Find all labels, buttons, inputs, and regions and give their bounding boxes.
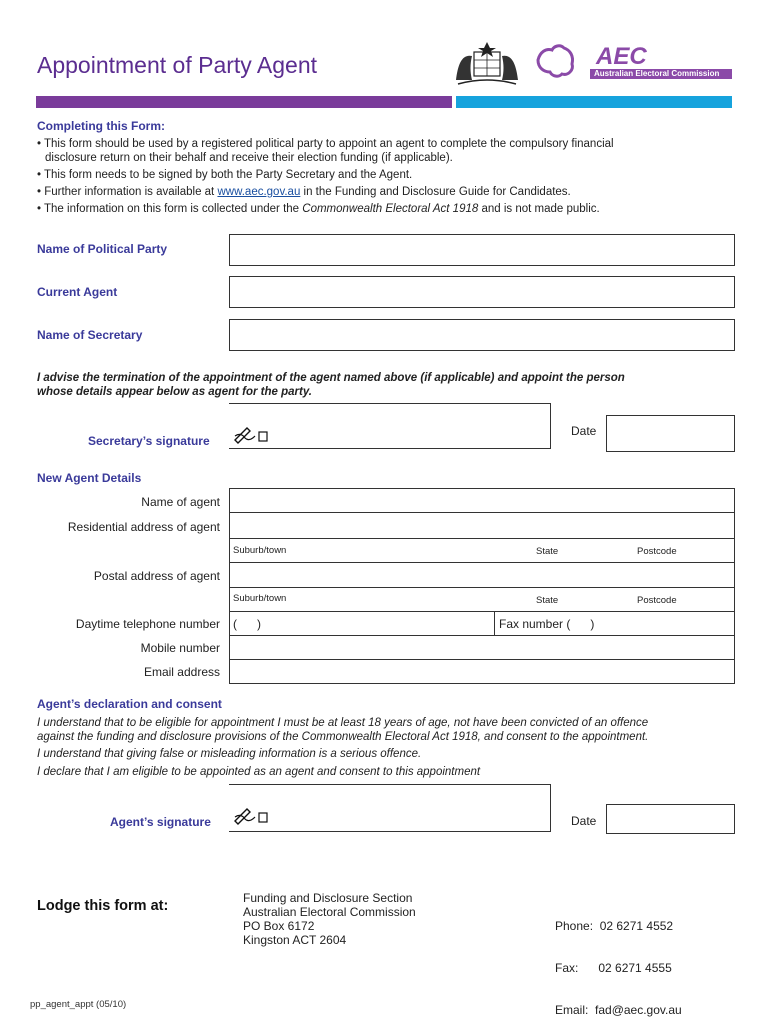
bullet-1-line-2: disclosure return on their behalf and receive their election funding (if applicable). xyxy=(45,152,453,164)
declaration-line-3: I understand that giving false or misleading information is a serious offence. xyxy=(37,748,422,760)
aec-logo-subtitle: Australian Electoral Commission xyxy=(594,69,720,78)
residential-state-label: State xyxy=(536,546,559,557)
party-name-field[interactable] xyxy=(229,234,735,266)
secretary-signature-label: Secretary’s signature xyxy=(88,434,210,448)
agent-name-field[interactable] xyxy=(229,488,735,512)
party-name-label: Name of Political Party xyxy=(37,242,168,256)
bullet-1-line-1: • This form should be used by a registered political party to appoint an agent to complete the compulsory financial xyxy=(37,138,614,150)
divider xyxy=(229,587,735,588)
postal-address-field[interactable] xyxy=(229,563,735,587)
bullet-2: • This form needs to be signed by both the Party Secretary and the Agent. xyxy=(37,169,413,181)
lodge-contact: Phone: 02 6271 4552 Fax: 02 6271 4555 Email: fad@aec.gov.au xyxy=(555,919,682,1017)
divider xyxy=(229,538,735,539)
agent-date-field[interactable] xyxy=(606,804,735,834)
lodge-heading: Lodge this form at: xyxy=(37,898,169,914)
aec-website-link[interactable]: www.aec.gov.au xyxy=(217,186,301,198)
secretary-signature-field[interactable] xyxy=(229,403,551,449)
declaration-line-4: I declare that I am eligible to be appointed as an agent and consent to this appointment xyxy=(37,766,481,778)
termination-line-1: I advise the termination of the appointment of the agent named above (if applicable) and appoint the person xyxy=(37,372,625,384)
phone-label: Daytime telephone number xyxy=(75,617,220,631)
bullet-3: • Further information is available at www.aec.gov.au in the Funding and Disclosure Guide for Candidates. xyxy=(37,186,571,198)
secretary-date-label: Date xyxy=(571,424,597,438)
new-agent-heading: New Agent Details xyxy=(37,471,142,485)
secretary-name-field[interactable] xyxy=(229,319,735,351)
mobile-label: Mobile number xyxy=(140,641,220,655)
pen-sign-icon xyxy=(233,424,269,444)
header-bar-purple xyxy=(36,96,452,108)
fax-label: Fax number ( ) xyxy=(499,617,595,631)
termination-line-2: whose details appear below as agent for the party. xyxy=(37,386,313,398)
agent-signature-label: Agent’s signature xyxy=(110,815,211,829)
completing-heading: Completing this Form: xyxy=(37,119,165,133)
agent-date-label: Date xyxy=(571,814,597,828)
residential-postcode-label: Postcode xyxy=(637,546,677,557)
pen-sign-icon xyxy=(233,805,269,825)
declaration-line-1: I understand that to be eligible for appointment I must be at least 18 years of age, not have been convicted of an offence xyxy=(37,717,649,729)
coat-of-arms-icon xyxy=(452,40,522,88)
bullet-4: • The information on this form is collected under the Commonwealth Electoral Act 1918 and is not made public. xyxy=(37,203,600,215)
residential-address-label: Residential address of agent xyxy=(67,520,220,534)
residential-address-field[interactable] xyxy=(229,513,735,537)
page-title: Appointment of Party Agent xyxy=(37,52,318,78)
declaration-heading: Agent’s declaration and consent xyxy=(37,697,222,711)
email-field[interactable] xyxy=(229,659,735,684)
postal-state-label: State xyxy=(536,595,559,606)
form-code: pp_agent_appt (05/10) xyxy=(30,999,127,1010)
aec-logo-text: AEC xyxy=(596,43,647,70)
mobile-field[interactable] xyxy=(229,635,735,660)
postal-address-label: Postal address of agent xyxy=(93,569,220,583)
declaration-line-2: against the funding and disclosure provisions of the Commonwealth Electoral Act 1918, and consent to the appointment. xyxy=(37,731,649,743)
phone-area-code: ( ) xyxy=(233,617,261,631)
email-label: Email address xyxy=(143,665,220,679)
agent-signature-field[interactable] xyxy=(229,784,551,832)
current-agent-label: Current Agent xyxy=(37,285,118,299)
current-agent-field[interactable] xyxy=(229,276,735,308)
residential-suburb-label: Suburb/town xyxy=(233,545,287,556)
phone-field[interactable] xyxy=(229,611,495,636)
postal-postcode-label: Postcode xyxy=(637,595,677,606)
secretary-date-field[interactable] xyxy=(606,415,735,452)
header-bar-blue xyxy=(456,96,732,108)
secretary-name-label: Name of Secretary xyxy=(37,328,143,342)
postal-suburb-label: Suburb/town xyxy=(233,593,287,604)
lodge-address: Funding and Disclosure Section Australian Electoral Commission PO Box 6172 Kingston ACT 2604 xyxy=(243,891,416,947)
agent-name-label: Name of agent xyxy=(141,495,220,509)
